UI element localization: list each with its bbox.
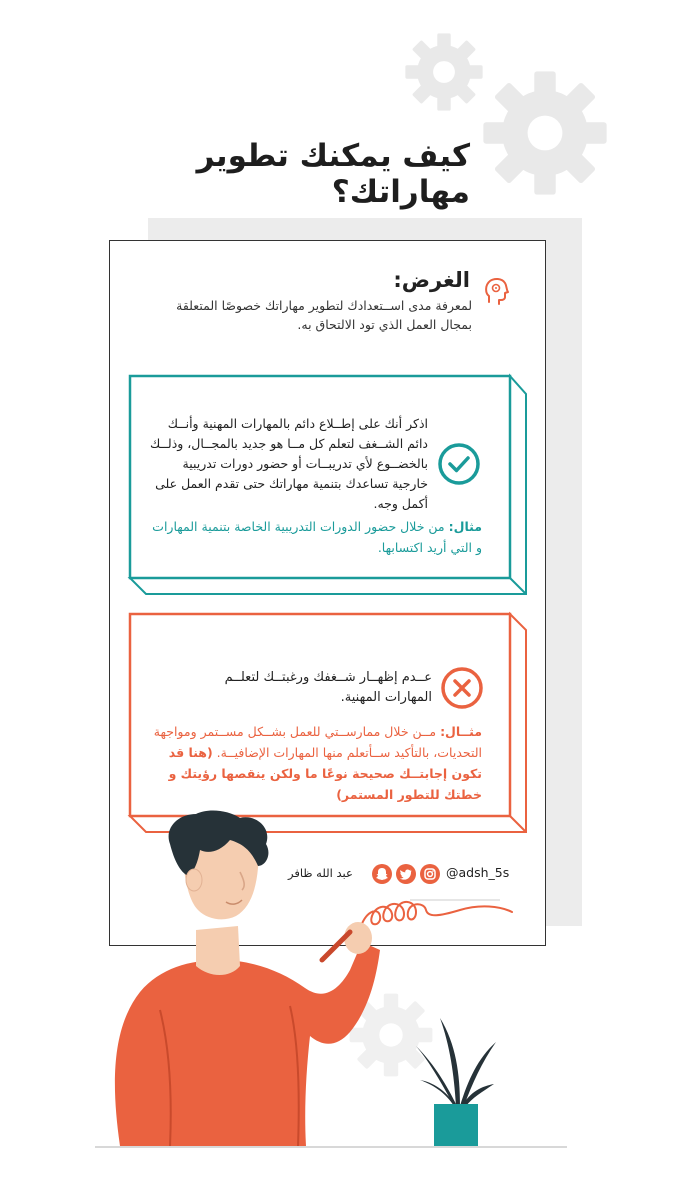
good-card-example [146,516,482,558]
x-circle-icon [440,666,484,710]
bad-card-example [150,721,482,805]
brain-head-icon [483,276,511,306]
plant-illustration [410,1010,500,1150]
check-circle-icon [437,442,481,486]
good-example-text: من خلال حضور الدورات التدريبية الخاصة بتنمية المهارات و التي أريد اكتسابها. [152,519,482,555]
bad-card-text: عــدم إظهــار شــغفك ورغبتــك لتعلــم المهارات المهنية. [224,670,432,705]
bad-example-text: مــن خلال ممارســتي للعمل بشــكل مســتمر ومواجهة التحديات، بالتأكيد ســأتعلم منها المهارات الإضافيــة. [153,724,482,760]
page-title: كيف يمكنك تطوير مهاراتك؟ [196,138,470,210]
social-handle: @adsh_5s [446,865,510,880]
instagram-icon[interactable] [420,864,440,884]
purpose-heading: الغرض: [393,268,470,292]
gear-icon-small [402,30,486,114]
bad-example-bold: (هنا قد تكون إجابتــك صحيحة نوعًا ما ولكن ينقصها رؤيتك و خطتك للتطور المستمر) [168,745,482,802]
purpose-text: لمعرفة مدى اســتعدادك لتطوير مهاراتك خصوصًا المتعلقة بمجال العمل الذي تود الالتحاق به. [176,298,472,332]
floor-line [95,1146,567,1148]
bad-example-label: مثــال: [440,724,482,739]
good-example-label: مثال: [448,519,482,534]
person-illustration [100,810,400,1150]
gear-icon-large [478,66,612,200]
good-card-text: اذكر أنك على إطــلاع دائم بالمهارات المهنية وأنــك دائم الشــغف لتعلم كل مــا هو جديد بالمجــال، وذلــك بالخضــوع لأي تدريبــات أو حضور دورات تدريبية خارجية تساعدك بتنمية مهاراتك حتى تقدم العمل على أكمل وجه. [150,416,428,511]
author-name: عبد الله ظافر [288,866,353,880]
